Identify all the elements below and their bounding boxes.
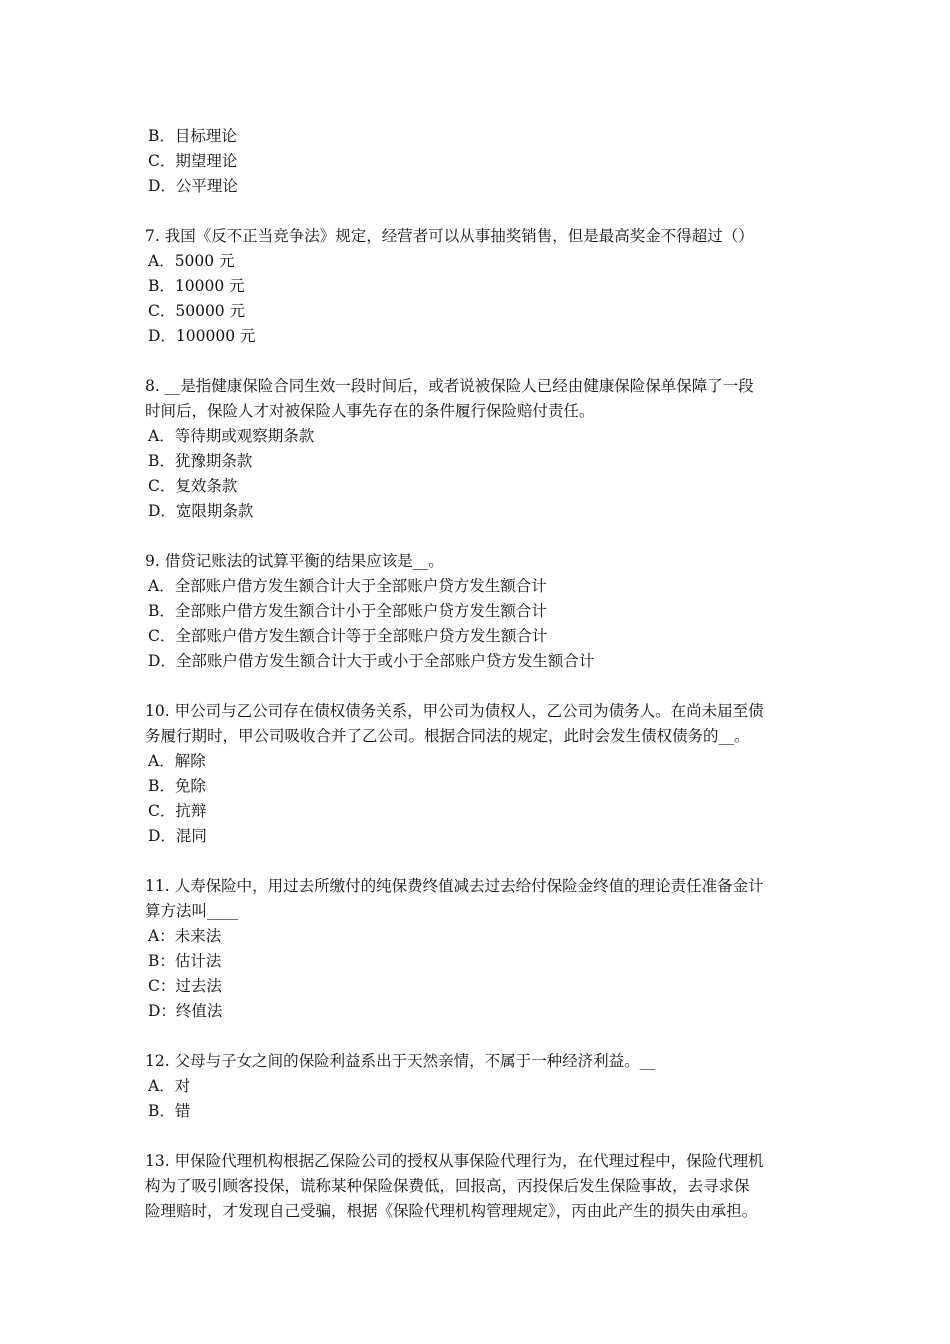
question-text: 7. 我国《反不正当竞争法》规定，经营者可以从事抽奖销售，但是最高奖金不得超过（） (145, 227, 754, 245)
option: D：终值法 (148, 1002, 223, 1020)
option: A．全部账户借方发生额合计大于全部账户贷方发生额合计 (148, 577, 547, 595)
question-text: 务履行期时，甲公司吸收合并了乙公司。根据合同法的规定，此时会发生债权债务的__。 (145, 727, 750, 745)
question-text: 险理赔时，才发现自己受骗，根据《保险代理机构管理规定》，丙由此产生的损失由承担。 (145, 1202, 758, 1220)
question-text: 12. 父母与子女之间的保险利益系出于天然亲情，不属于一种经济利益。__ (145, 1052, 656, 1070)
option: B．错 (148, 1102, 191, 1120)
option: D．宽限期条款 (148, 502, 254, 520)
question-list (145, 124, 815, 1224)
option: C．50000 元 (148, 302, 246, 320)
option: B：估计法 (148, 952, 222, 970)
question-text: 9. 借贷记账法的试算平衡的结果应该是__。 (145, 552, 444, 570)
option: B．全部账户借方发生额合计小于全部账户贷方发生额合计 (148, 602, 547, 620)
option: A．解除 (148, 752, 206, 770)
option: C．抗辩 (148, 802, 207, 820)
question-text: 构为了吸引顾客投保，谎称某种保险保费低，回报高，丙投保后发生保险事故，去寻求保 (145, 1177, 750, 1195)
question-text: 10. 甲公司与乙公司存在债权债务关系，甲公司为债权人，乙公司为债务人。在尚未届至债 (145, 702, 764, 720)
option: B．10000 元 (148, 277, 245, 295)
option: A．等待期或观察期条款 (148, 427, 315, 445)
question-text: 11. 人寿保险中，用过去所缴付的纯保费终值减去过去给付保险金终值的理论责任准备金计 (145, 877, 764, 895)
option: B．犹豫期条款 (148, 452, 253, 470)
question-text: 时间后，保险人才对被保险人事先存在的条件履行保险赔付责任。 (145, 402, 595, 420)
question-text: 算方法叫____ (145, 902, 239, 920)
option: D．100000 元 (148, 327, 256, 345)
option: D．公平理论 (148, 177, 238, 195)
option: A．对 (148, 1077, 191, 1095)
option: C．全部账户借方发生额合计等于全部账户贷方发生额合计 (148, 627, 548, 645)
option: C：过去法 (148, 977, 222, 995)
question-text: 8. __是指健康保险合同生效一段时间后，或者说被保险人已经由健康保险保单保障了一段 (145, 377, 754, 395)
option: C．期望理论 (148, 152, 238, 170)
option: B．免除 (148, 777, 206, 795)
option: D．混同 (148, 827, 207, 845)
question-text: 13. 甲保险代理机构根据乙保险公司的授权从事保险代理行为，在代理过程中，保险代理机 (145, 1152, 764, 1170)
option: D．全部账户借方发生额合计大于或小于全部账户贷方发生额合计 (148, 652, 595, 670)
option: A：未来法 (148, 927, 222, 945)
option: B．目标理论 (148, 127, 237, 145)
option: C．复效条款 (148, 477, 238, 495)
option: A．5000 元 (148, 252, 235, 270)
